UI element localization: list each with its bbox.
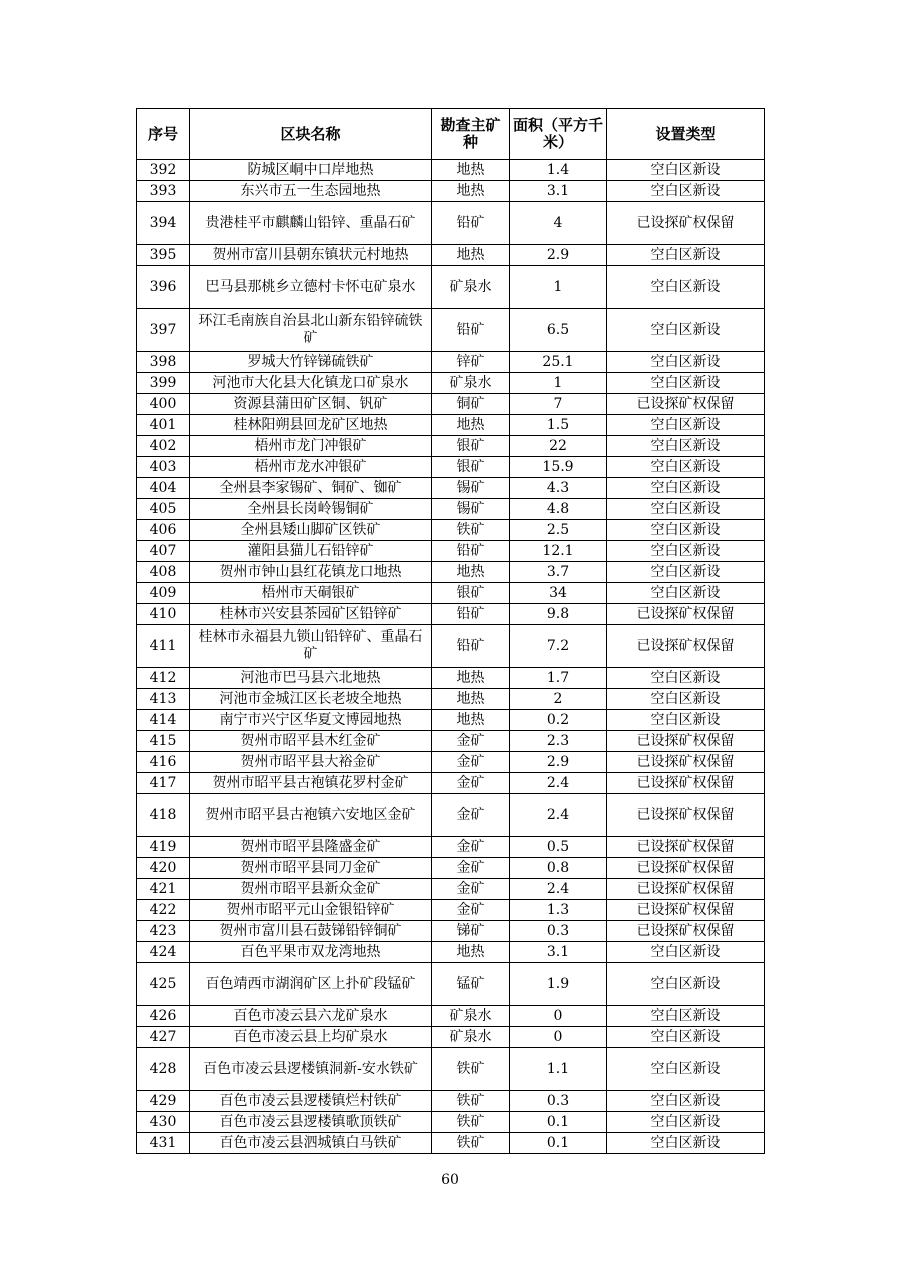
cell-setup-type: 已设探矿权保留 xyxy=(607,921,765,942)
cell-block-name: 河池市大化县大化镇龙口矿泉水 xyxy=(190,373,432,394)
cell-block-name: 贺州市昭平县隆盛金矿 xyxy=(190,837,432,858)
cell-block-name: 贺州市昭平县木红金矿 xyxy=(190,731,432,752)
cell-serial-number: 409 xyxy=(137,583,190,604)
cell-setup-type: 空白区新设 xyxy=(607,710,765,731)
cell-area: 0.5 xyxy=(510,837,607,858)
cell-area: 7.2 xyxy=(510,625,607,668)
table-row xyxy=(137,520,765,541)
cell-setup-type: 空白区新设 xyxy=(607,1133,765,1154)
cell-serial-number: 418 xyxy=(137,794,190,837)
cell-setup-type: 空白区新设 xyxy=(607,1006,765,1027)
cell-block-name: 河池市金城江区长老坡全地热 xyxy=(190,689,432,710)
cell-area: 0 xyxy=(510,1006,607,1027)
table-body xyxy=(137,160,765,1154)
cell-serial-number: 400 xyxy=(137,394,190,415)
cell-setup-type: 空白区新设 xyxy=(607,373,765,394)
cell-block-name: 贺州市钟山县红花镇龙口地热 xyxy=(190,562,432,583)
cell-setup-type: 空白区新设 xyxy=(607,1091,765,1112)
cell-block-name: 百色市凌云县六龙矿泉水 xyxy=(190,1006,432,1027)
cell-setup-type: 空白区新设 xyxy=(607,160,765,181)
cell-main-mineral: 金矿 xyxy=(432,752,510,773)
cell-area: 4 xyxy=(510,202,607,245)
cell-area: 3.7 xyxy=(510,562,607,583)
cell-setup-type: 空白区新设 xyxy=(607,478,765,499)
cell-area: 1.9 xyxy=(510,963,607,1006)
cell-main-mineral: 铅矿 xyxy=(432,202,510,245)
table-row xyxy=(137,710,765,731)
cell-setup-type: 空白区新设 xyxy=(607,352,765,373)
table-row xyxy=(137,181,765,202)
cell-area: 7 xyxy=(510,394,607,415)
cell-area: 0.3 xyxy=(510,921,607,942)
cell-main-mineral: 地热 xyxy=(432,245,510,266)
cell-serial-number: 423 xyxy=(137,921,190,942)
cell-area: 22 xyxy=(510,436,607,457)
cell-setup-type: 空白区新设 xyxy=(607,520,765,541)
table-row xyxy=(137,731,765,752)
table-row xyxy=(137,942,765,963)
header-main-mineral: 勘查主矿种 xyxy=(432,109,510,160)
cell-main-mineral: 地热 xyxy=(432,160,510,181)
cell-area: 0.1 xyxy=(510,1112,607,1133)
cell-serial-number: 403 xyxy=(137,457,190,478)
cell-serial-number: 395 xyxy=(137,245,190,266)
cell-setup-type: 空白区新设 xyxy=(607,436,765,457)
cell-setup-type: 空白区新设 xyxy=(607,266,765,309)
cell-block-name: 百色靖西市湖润矿区上扑矿段锰矿 xyxy=(190,963,432,1006)
cell-serial-number: 430 xyxy=(137,1112,190,1133)
table-row xyxy=(137,752,765,773)
cell-block-name: 百色市凌云县逻楼镇歌顶铁矿 xyxy=(190,1112,432,1133)
cell-area: 1.4 xyxy=(510,160,607,181)
table-row xyxy=(137,1112,765,1133)
table-row xyxy=(137,837,765,858)
cell-area: 2 xyxy=(510,689,607,710)
cell-block-name: 贺州市昭平县大裕金矿 xyxy=(190,752,432,773)
cell-main-mineral: 矿泉水 xyxy=(432,373,510,394)
cell-area: 34 xyxy=(510,583,607,604)
cell-setup-type: 已设探矿权保留 xyxy=(607,625,765,668)
table-row xyxy=(137,625,765,668)
cell-setup-type: 空白区新设 xyxy=(607,583,765,604)
cell-block-name: 贺州市富川县朝东镇状元村地热 xyxy=(190,245,432,266)
cell-main-mineral: 金矿 xyxy=(432,794,510,837)
cell-serial-number: 410 xyxy=(137,604,190,625)
table-row xyxy=(137,245,765,266)
cell-area: 9.8 xyxy=(510,604,607,625)
table-row xyxy=(137,436,765,457)
table-row xyxy=(137,1133,765,1154)
cell-serial-number: 420 xyxy=(137,858,190,879)
cell-serial-number: 415 xyxy=(137,731,190,752)
table-row xyxy=(137,773,765,794)
cell-serial-number: 412 xyxy=(137,668,190,689)
table-row xyxy=(137,583,765,604)
cell-serial-number: 411 xyxy=(137,625,190,668)
cell-area: 2.5 xyxy=(510,520,607,541)
cell-main-mineral: 金矿 xyxy=(432,879,510,900)
cell-area: 2.3 xyxy=(510,731,607,752)
cell-serial-number: 405 xyxy=(137,499,190,520)
table-row xyxy=(137,963,765,1006)
cell-serial-number: 413 xyxy=(137,689,190,710)
cell-area: 0.8 xyxy=(510,858,607,879)
cell-main-mineral: 地热 xyxy=(432,562,510,583)
cell-main-mineral: 锰矿 xyxy=(432,963,510,1006)
cell-block-name: 全州县李家锡矿、铜矿、铷矿 xyxy=(190,478,432,499)
cell-main-mineral: 铅矿 xyxy=(432,309,510,352)
table-row xyxy=(137,160,765,181)
cell-main-mineral: 金矿 xyxy=(432,837,510,858)
table-row xyxy=(137,499,765,520)
table-row xyxy=(137,1048,765,1091)
cell-area: 1.1 xyxy=(510,1048,607,1091)
cell-serial-number: 392 xyxy=(137,160,190,181)
cell-setup-type: 空白区新设 xyxy=(607,562,765,583)
cell-setup-type: 空白区新设 xyxy=(607,541,765,562)
cell-block-name: 百色市凌云县上均矿泉水 xyxy=(190,1027,432,1048)
cell-main-mineral: 锡矿 xyxy=(432,478,510,499)
header-setup-type: 设置类型 xyxy=(607,109,765,160)
cell-serial-number: 406 xyxy=(137,520,190,541)
table-row xyxy=(137,879,765,900)
cell-block-name: 百色市凌云县逻楼镇洞新-安水铁矿 xyxy=(190,1048,432,1091)
table-row xyxy=(137,921,765,942)
cell-setup-type: 空白区新设 xyxy=(607,181,765,202)
header-block-name: 区块名称 xyxy=(190,109,432,160)
cell-serial-number: 428 xyxy=(137,1048,190,1091)
table-header-row xyxy=(137,109,765,160)
cell-block-name: 梧州市天硐银矿 xyxy=(190,583,432,604)
cell-main-mineral: 地热 xyxy=(432,942,510,963)
table-row xyxy=(137,794,765,837)
cell-setup-type: 空白区新设 xyxy=(607,963,765,1006)
cell-setup-type: 空白区新设 xyxy=(607,942,765,963)
cell-main-mineral: 金矿 xyxy=(432,900,510,921)
cell-setup-type: 空白区新设 xyxy=(607,689,765,710)
cell-setup-type: 空白区新设 xyxy=(607,1048,765,1091)
cell-block-name: 罗城大竹锌锑硫铁矿 xyxy=(190,352,432,373)
cell-area: 2.9 xyxy=(510,752,607,773)
cell-area: 2.4 xyxy=(510,794,607,837)
cell-main-mineral: 地热 xyxy=(432,710,510,731)
cell-serial-number: 429 xyxy=(137,1091,190,1112)
cell-main-mineral: 金矿 xyxy=(432,773,510,794)
cell-area: 0.1 xyxy=(510,1133,607,1154)
cell-area: 2.4 xyxy=(510,879,607,900)
cell-main-mineral: 金矿 xyxy=(432,858,510,879)
mining-block-table xyxy=(136,108,765,1154)
header-serial-number: 序号 xyxy=(137,109,190,160)
table-row xyxy=(137,352,765,373)
cell-block-name: 桂林阳朔县回龙矿区地热 xyxy=(190,415,432,436)
cell-serial-number: 397 xyxy=(137,309,190,352)
table-row xyxy=(137,415,765,436)
cell-main-mineral: 铅矿 xyxy=(432,625,510,668)
table-row xyxy=(137,604,765,625)
cell-setup-type: 空白区新设 xyxy=(607,1112,765,1133)
cell-block-name: 贵港桂平市麒麟山铅锌、重晶石矿 xyxy=(190,202,432,245)
cell-serial-number: 398 xyxy=(137,352,190,373)
cell-main-mineral: 地热 xyxy=(432,689,510,710)
table-row xyxy=(137,478,765,499)
cell-block-name: 全州县矮山脚矿区铁矿 xyxy=(190,520,432,541)
cell-area: 25.1 xyxy=(510,352,607,373)
cell-serial-number: 426 xyxy=(137,1006,190,1027)
table-row xyxy=(137,689,765,710)
table-row xyxy=(137,562,765,583)
cell-block-name: 河池市巴马县六北地热 xyxy=(190,668,432,689)
cell-serial-number: 425 xyxy=(137,963,190,1006)
cell-main-mineral: 矿泉水 xyxy=(432,1027,510,1048)
cell-serial-number: 414 xyxy=(137,710,190,731)
table-row xyxy=(137,373,765,394)
cell-area: 2.9 xyxy=(510,245,607,266)
cell-setup-type: 空白区新设 xyxy=(607,499,765,520)
cell-serial-number: 399 xyxy=(137,373,190,394)
cell-block-name: 防城区峒中口岸地热 xyxy=(190,160,432,181)
table-row xyxy=(137,541,765,562)
cell-block-name: 贺州市昭平县新众金矿 xyxy=(190,879,432,900)
cell-setup-type: 已设探矿权保留 xyxy=(607,604,765,625)
cell-area: 1 xyxy=(510,266,607,309)
cell-serial-number: 394 xyxy=(137,202,190,245)
cell-setup-type: 空白区新设 xyxy=(607,309,765,352)
cell-block-name: 东兴市五一生态园地热 xyxy=(190,181,432,202)
cell-block-name: 百色市凌云县泗城镇白马铁矿 xyxy=(190,1133,432,1154)
cell-main-mineral: 银矿 xyxy=(432,436,510,457)
cell-main-mineral: 矿泉水 xyxy=(432,1006,510,1027)
cell-serial-number: 422 xyxy=(137,900,190,921)
cell-main-mineral: 锡矿 xyxy=(432,499,510,520)
cell-setup-type: 已设探矿权保留 xyxy=(607,394,765,415)
cell-block-name: 梧州市龙水冲银矿 xyxy=(190,457,432,478)
cell-area: 0.3 xyxy=(510,1091,607,1112)
cell-serial-number: 431 xyxy=(137,1133,190,1154)
cell-main-mineral: 矿泉水 xyxy=(432,266,510,309)
cell-area: 3.1 xyxy=(510,942,607,963)
table-row xyxy=(137,900,765,921)
table-row xyxy=(137,1006,765,1027)
table-row xyxy=(137,457,765,478)
cell-block-name: 贺州市昭平县古袍镇六安地区金矿 xyxy=(190,794,432,837)
cell-main-mineral: 铁矿 xyxy=(432,1112,510,1133)
cell-block-name: 百色平果市双龙湾地热 xyxy=(190,942,432,963)
cell-main-mineral: 地热 xyxy=(432,181,510,202)
table-row xyxy=(137,858,765,879)
cell-serial-number: 416 xyxy=(137,752,190,773)
cell-block-name: 贺州市富川县石鼓锑铅锌铜矿 xyxy=(190,921,432,942)
cell-block-name: 南宁市兴宁区华夏文博园地热 xyxy=(190,710,432,731)
cell-block-name: 贺州市昭平县同刀金矿 xyxy=(190,858,432,879)
cell-main-mineral: 地热 xyxy=(432,415,510,436)
cell-area: 3.1 xyxy=(510,181,607,202)
cell-serial-number: 417 xyxy=(137,773,190,794)
cell-main-mineral: 铁矿 xyxy=(432,1048,510,1091)
cell-main-mineral: 地热 xyxy=(432,668,510,689)
cell-serial-number: 402 xyxy=(137,436,190,457)
table-row xyxy=(137,394,765,415)
table-row xyxy=(137,266,765,309)
page-number: 60 xyxy=(441,1172,459,1188)
table-row xyxy=(137,1091,765,1112)
cell-main-mineral: 金矿 xyxy=(432,731,510,752)
cell-area: 1.7 xyxy=(510,668,607,689)
cell-area: 0 xyxy=(510,1027,607,1048)
cell-main-mineral: 银矿 xyxy=(432,583,510,604)
cell-block-name: 梧州市龙门冲银矿 xyxy=(190,436,432,457)
cell-setup-type: 空白区新设 xyxy=(607,668,765,689)
table-row xyxy=(137,668,765,689)
cell-area: 4.3 xyxy=(510,478,607,499)
cell-setup-type: 已设探矿权保留 xyxy=(607,794,765,837)
cell-serial-number: 401 xyxy=(137,415,190,436)
cell-block-name: 全州县长岗岭锡铜矿 xyxy=(190,499,432,520)
cell-area: 0.2 xyxy=(510,710,607,731)
cell-area: 2.4 xyxy=(510,773,607,794)
cell-setup-type: 已设探矿权保留 xyxy=(607,879,765,900)
cell-block-name: 桂林市永福县九锁山铅锌矿、重晶石矿 xyxy=(190,625,432,668)
cell-setup-type: 已设探矿权保留 xyxy=(607,837,765,858)
cell-setup-type: 空白区新设 xyxy=(607,245,765,266)
cell-area: 4.8 xyxy=(510,499,607,520)
cell-block-name: 桂林市兴安县茶园矿区铅锌矿 xyxy=(190,604,432,625)
table-row xyxy=(137,202,765,245)
cell-main-mineral: 铅矿 xyxy=(432,604,510,625)
cell-setup-type: 空白区新设 xyxy=(607,1027,765,1048)
cell-serial-number: 396 xyxy=(137,266,190,309)
cell-block-name: 百色市凌云县逻楼镇烂村铁矿 xyxy=(190,1091,432,1112)
cell-main-mineral: 铁矿 xyxy=(432,1091,510,1112)
cell-area: 12.1 xyxy=(510,541,607,562)
cell-setup-type: 已设探矿权保留 xyxy=(607,773,765,794)
cell-serial-number: 421 xyxy=(137,879,190,900)
cell-setup-type: 已设探矿权保留 xyxy=(607,900,765,921)
cell-block-name: 环江毛南族自治县北山新东铅锌硫铁矿 xyxy=(190,309,432,352)
cell-setup-type: 空白区新设 xyxy=(607,415,765,436)
cell-block-name: 贺州市昭平县古袍镇花罗村金矿 xyxy=(190,773,432,794)
cell-main-mineral: 铅矿 xyxy=(432,541,510,562)
cell-setup-type: 已设探矿权保留 xyxy=(607,731,765,752)
cell-block-name: 资源县蒲田矿区铜、钒矿 xyxy=(190,394,432,415)
cell-main-mineral: 铜矿 xyxy=(432,394,510,415)
cell-area: 6.5 xyxy=(510,309,607,352)
cell-setup-type: 空白区新设 xyxy=(607,457,765,478)
cell-serial-number: 408 xyxy=(137,562,190,583)
cell-block-name: 灌阳县猫儿石铅锌矿 xyxy=(190,541,432,562)
header-area: 面积（平方千米） xyxy=(510,109,607,160)
cell-area: 1.5 xyxy=(510,415,607,436)
cell-main-mineral: 铁矿 xyxy=(432,1133,510,1154)
cell-serial-number: 419 xyxy=(137,837,190,858)
cell-serial-number: 427 xyxy=(137,1027,190,1048)
cell-area: 1.3 xyxy=(510,900,607,921)
cell-main-mineral: 银矿 xyxy=(432,457,510,478)
cell-serial-number: 393 xyxy=(137,181,190,202)
table-row xyxy=(137,1027,765,1048)
cell-area: 15.9 xyxy=(510,457,607,478)
cell-serial-number: 404 xyxy=(137,478,190,499)
cell-main-mineral: 锌矿 xyxy=(432,352,510,373)
cell-block-name: 巴马县那桃乡立德村卡怀屯矿泉水 xyxy=(190,266,432,309)
cell-setup-type: 已设探矿权保留 xyxy=(607,858,765,879)
table-row xyxy=(137,309,765,352)
cell-setup-type: 已设探矿权保留 xyxy=(607,202,765,245)
cell-main-mineral: 铁矿 xyxy=(432,520,510,541)
cell-setup-type: 已设探矿权保留 xyxy=(607,752,765,773)
cell-serial-number: 407 xyxy=(137,541,190,562)
cell-serial-number: 424 xyxy=(137,942,190,963)
cell-block-name: 贺州市昭平元山金银铅锌矿 xyxy=(190,900,432,921)
cell-area: 1 xyxy=(510,373,607,394)
cell-main-mineral: 锑矿 xyxy=(432,921,510,942)
